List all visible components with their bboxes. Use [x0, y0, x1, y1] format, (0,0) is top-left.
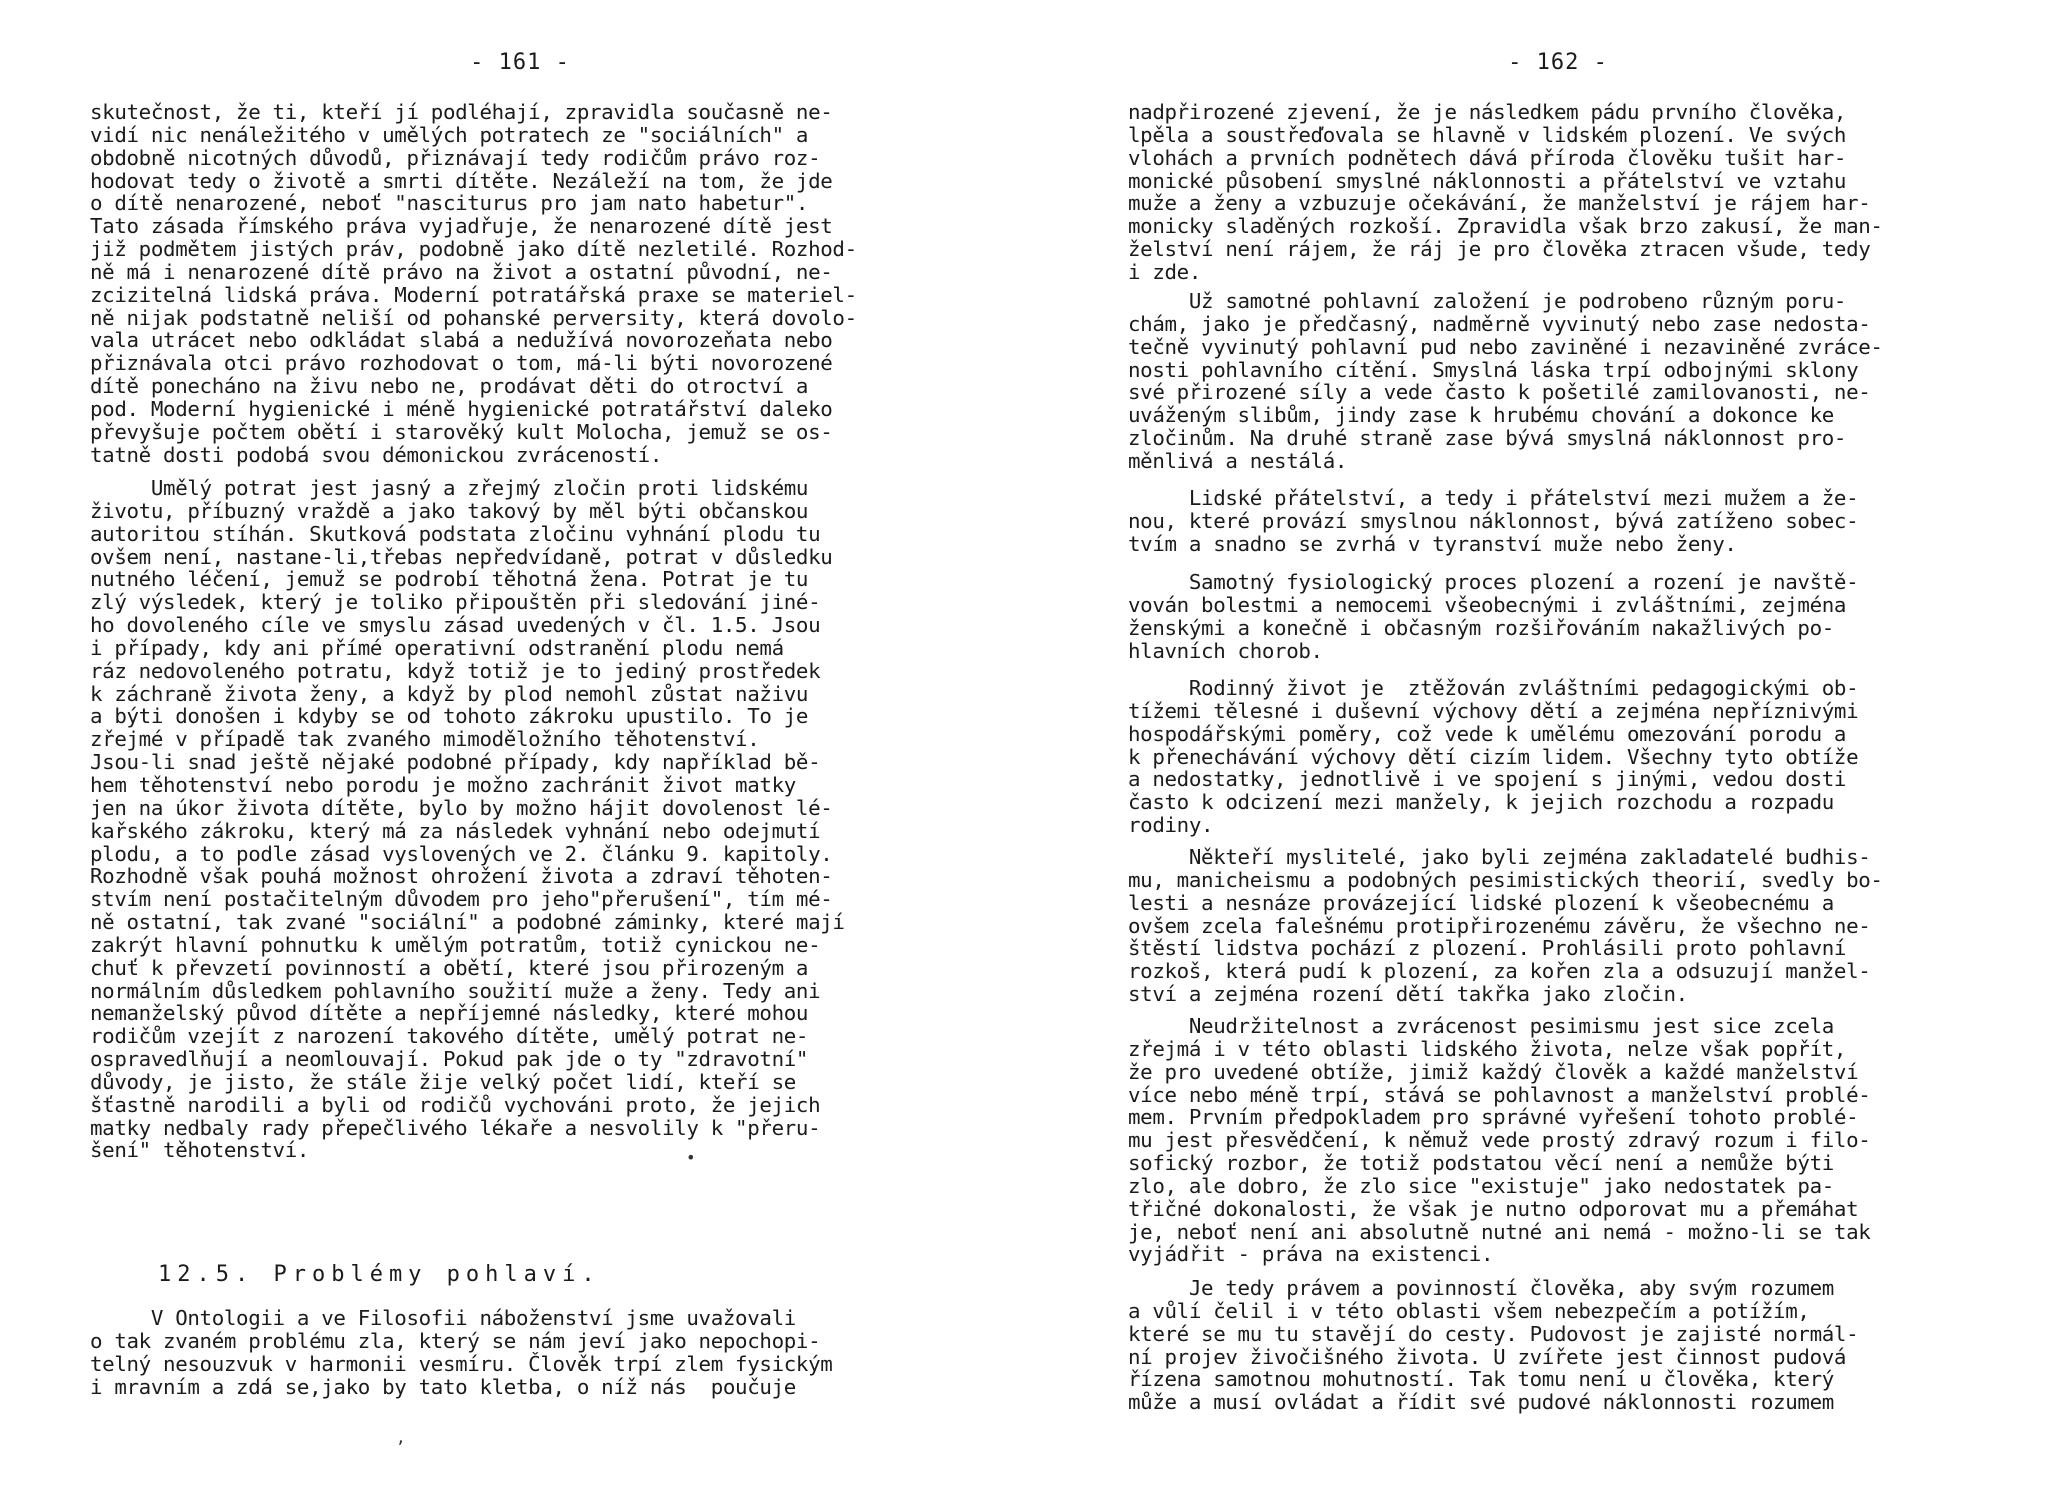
text-line: skutečnost, že ti, kteří jí podléhají, zpravidla současně ne- — [90, 100, 833, 124]
text-line: které se mu tu stavějí do cesty. Pudovost je zajisté normál- — [1128, 1321, 1859, 1346]
page-number-left: - 161 - — [470, 50, 570, 75]
text-line: může a musí ovládat a řídit své pudové náklonnosti rozumem — [1128, 1390, 1834, 1415]
text-line: přiznávala otci právo rozhodovat o tom, má-li býti novorozené — [90, 351, 833, 376]
text-line: Rodinný život je ztěžován zvláštními pedagogickými ob- — [1128, 676, 1859, 700]
text-line: životu, příbuzný vraždě a jako takový by měl býti občanskou — [90, 498, 809, 523]
text-line: ství a zejména rození dětí takřka jako zločin. — [1128, 982, 1688, 1007]
right-paragraph-8 — [1128, 1277, 1988, 1414]
text-line: mu jest přesvědčení, k němuž vede prostý zdravý rozum i filo- — [1128, 1128, 1871, 1153]
right-paragraph-7 — [1128, 1015, 1988, 1266]
text-line: tečně vyvinutý pohlavní pud nebo zaviněné i nezaviněné zvráce- — [1128, 334, 1883, 359]
text-line: zřejmá i v této oblasti lidského života, nelze však popřít, — [1128, 1036, 1847, 1061]
text-line: nadpřirozené zjevení, že je následkem pádu prvního člověka, — [1128, 100, 1847, 124]
text-line: vyjádřit - práva na existenci. — [1128, 1242, 1494, 1267]
text-line: k záchraně života ženy, a když by plod nemohl zůstat naživu — [90, 681, 809, 706]
right-paragraph-3 — [1128, 487, 1988, 556]
text-line: ně nijak podstatně neliší od pohanské perversity, která dovolo- — [90, 305, 857, 330]
text-line: Lidské přátelství, a tedy i přátelství mezi mužem a že- — [1128, 486, 1859, 510]
text-line: ospravedlňují a neomlouvají. Pokud pak jde o ty "zdravotní" — [90, 1047, 809, 1072]
text-line: štěstí lidstva pochází z plození. Prohlásili proto pohlavní — [1128, 936, 1847, 961]
text-line: Rozhodně však pouhá možnost ohrožení života a zdraví těhoten- — [90, 864, 833, 889]
text-line: hodovat tedy o životě a smrti dítěte. Nezáleží na tom, že jde — [90, 168, 833, 193]
text-line: i mravním a zdá se,jako by tato kletba, o níž nás poučuje — [90, 1374, 796, 1399]
text-line: šení" těhotenství. — [90, 1138, 310, 1163]
text-line: o tak zvaném problému zla, který se nám jeví jako nepochopi- — [90, 1328, 821, 1353]
text-line: zločinům. Na druhé straně zase bývá smyslná náklonnost pro- — [1128, 426, 1847, 451]
text-line: V Ontologii a ve Filosofii náboženství jsme uvažovali — [90, 1306, 796, 1330]
text-line: chuť k převzetí povinností a obětí, které jsou přirozeným a — [90, 955, 809, 980]
text-line: je, neboť není ani absolutně nutné ani nemá - možno-li se tak — [1128, 1219, 1871, 1244]
text-line: důvody, je jisto, že stále žije velký počet lidí, kteří se — [90, 1069, 796, 1094]
page-number-right: - 162 - — [1508, 50, 1608, 75]
text-line: rodičům vzejít z narození takového dítěte, umělý potrat ne- — [90, 1024, 809, 1049]
text-line: vidí nic nenáležitého v umělých potratech ze "sociálních" a — [90, 122, 809, 147]
text-line: želství není rájem, že ráj je pro člověka ztracen všude, tedy — [1128, 237, 1871, 262]
text-line: šťastně narodili a byli od rodičů vychováni proto, že jejich — [90, 1092, 821, 1117]
text-line: zakrýt hlavní pohnutku k umělým potratům, totiž cynickou ne- — [90, 932, 821, 957]
left-page — [90, 0, 950, 1500]
text-line: měnlivá a nestálá. — [1128, 448, 1348, 473]
text-line: zlý výsledek, který je toliko připouštěn při sledování jiné- — [90, 590, 821, 615]
text-line: a býti donošen i kdyby se od tohoto zákroku upustilo. To je — [90, 704, 809, 729]
text-line: Je tedy právem a povinností člověka, aby svým rozumem — [1128, 1276, 1834, 1300]
text-line: nutného léčení, jemuž se podrobí těhotná žena. Potrat je tu — [90, 567, 809, 592]
text-line: o dítě nenarozené, neboť "nasciturus pro jam nato habetur". — [90, 191, 809, 216]
text-line: rozkoš, která pudí k plození, za kořen zla a odsuzují manžel- — [1128, 959, 1871, 984]
text-line: i zde. — [1128, 259, 1202, 284]
text-line: hem těhotenství nebo porodu je možno zachránit život matky — [90, 772, 796, 797]
text-line: Samotný fysiologický proces plození a rození je navště- — [1128, 570, 1859, 594]
text-line: telný nesouzvuk v harmonii vesmíru. Člověk trpí zlem fysickým — [90, 1351, 833, 1376]
text-line: uváženým slibům, jindy zase k hrubému chování a dokonce ke — [1128, 403, 1834, 428]
text-line: i případy, kdy ani přímé operativní odstranění plodu nemá — [90, 635, 784, 660]
text-line: ráz nedovoleného potratu, když totiž je to jediný prostředek — [90, 658, 821, 683]
text-line: mem. Prvním předpokladem pro správné vyřešení tohoto problé- — [1128, 1105, 1859, 1130]
text-line: řízena samotnou mohutností. Tak tomu není u člověka, který — [1128, 1367, 1834, 1392]
right-paragraph-2 — [1128, 290, 1988, 473]
text-line: tvím a snadno se zvrhá v tyranství muže nebo ženy. — [1128, 531, 1737, 556]
text-line: sofický rozbor, že totiž podstatou věcí není a nemůže býti — [1128, 1151, 1834, 1176]
right-paragraph-4 — [1128, 571, 1988, 662]
right-page — [1128, 0, 1988, 1500]
left-paragraph-2 — [90, 477, 950, 1162]
text-line: normálním důsledkem pohlavního soužití muže a ženy. Tedy ani — [90, 978, 821, 1003]
text-line: ně ostatní, tak zvané "sociální" a podobné záminky, které mají — [90, 910, 845, 935]
text-line: vala utrácet nebo odkládat slabá a nedužívá novorozeňata nebo — [90, 328, 833, 353]
text-line: hospodářskými poměry, což vede k umělému omezování porodu a — [1128, 721, 1847, 746]
text-line: muže a ženy a vzbuzuje očekávání, že manželství je rájem har- — [1128, 191, 1871, 216]
text-line: často k odcizení mezi manžely, k jejich rozchodu a rozpadu — [1128, 790, 1834, 815]
text-line: lpěla a soustřeďovala se hlavně v lidském plození. Ve svých — [1128, 122, 1847, 147]
text-line: své přirozené síly a vede často k pošetilé zamilovanosti, ne- — [1128, 380, 1871, 405]
text-line: vlohách a prvních podnětech dává příroda člověku tušit har- — [1128, 145, 1847, 170]
text-line: monicky sladěných rozkoší. Zpravidla však brzo zakusí, že man- — [1128, 214, 1883, 239]
text-line: zcizitelná lidská práva. Moderní potratářská praxe se materiel- — [90, 282, 857, 307]
text-line: obdobně nicotných důvodů, přiznávají tedy rodičům právo roz- — [90, 145, 821, 170]
right-paragraph-5 — [1128, 677, 1988, 837]
text-line: Umělý potrat jest jasný a zřejmý zločin proti lidskému — [90, 476, 809, 500]
text-line: Tato zásada římského práva vyjadřuje, že nenarozené dítě jest — [90, 214, 833, 239]
text-line: nosti pohlavního cítění. Smyslná láska trpí odbojnými sklony — [1128, 357, 1859, 382]
text-line: že pro uvedené obtíže, jimiž každý člověk a každé manželství — [1128, 1059, 1859, 1084]
text-line: mu, manicheismu a podobných pesimistických theorií, svedly bo- — [1128, 867, 1883, 892]
text-line: ně má i nenarozené dítě právo na život a ostatní původní, ne- — [90, 259, 833, 284]
text-line: chám, jako je předčasný, nadměrně vyvinutý nebo zase nedosta- — [1128, 311, 1871, 336]
text-line: monické působení smyslné náklonnosti a přátelství ve vztahu — [1128, 168, 1847, 193]
text-line: více nebo méně trpí, stává se pohlavnost a manželství problé- — [1128, 1082, 1871, 1107]
text-line: ženskými a konečně i občasným rozšiřováním nakažlivých po- — [1128, 615, 1834, 640]
right-paragraph-6 — [1128, 846, 1988, 1006]
text-line: hlavních chorob. — [1128, 638, 1323, 663]
text-line: dítě ponecháno na živu nebo ne, prodávat děti do otroctví a — [90, 374, 809, 399]
text-line: kařského zákroku, který má za následek vyhnání nebo odejmutí — [90, 818, 821, 843]
text-line: a vůlí čelil i v této oblasti všem nebezpečím a potížím, — [1128, 1298, 1810, 1323]
text-line: převyšuje počtem obětí i starověký kult Molocha, jemuž se os- — [90, 419, 833, 444]
stray-mark: ‚ — [396, 1428, 406, 1447]
text-line: a nedostatky, jednotlivě i ve spojení s jinými, vedou dosti — [1128, 767, 1847, 792]
text-line: jen na úkor života dítěte, bylo by možno hájit dovolenost lé- — [90, 795, 833, 820]
text-line: ovšem zcela falešnému protipřirozenému závěru, že všechno ne- — [1128, 913, 1871, 938]
text-line: stvím není postačitelným důvodem pro jeho"přerušení", tím mé- — [90, 887, 833, 912]
text-line: tatně dosti podobá svou démonickou zvráceností. — [90, 442, 663, 467]
text-line: tížemi tělesné i duševní výchovy dětí a zejména nepříznivými — [1128, 698, 1859, 723]
text-line: zlo, ale dobro, že zlo sice "existuje" jako nedostatek pa- — [1128, 1173, 1834, 1198]
text-line: vován bolestmi a nemocemi všeobecnými i zvláštními, zejména — [1128, 592, 1847, 617]
left-paragraph-3 — [90, 1307, 950, 1398]
section-heading: 12.5. Problémy pohlaví. — [158, 1262, 601, 1287]
text-line: rodiny. — [1128, 813, 1214, 838]
text-line: lesti a nesnáze provázející lidské plození k všeobecnému a — [1128, 890, 1834, 915]
text-line: Jsou-li snad ještě nějaké podobné případy, kdy například bě- — [90, 750, 821, 775]
text-line: již podmětem jistých práv, podobně jako dítě nezletilé. Rozhod- — [90, 237, 857, 262]
right-paragraph-1 — [1128, 101, 1988, 284]
text-line: plodu, a to podle zásad vyslovených ve 2. článku 9. kapitoly. — [90, 841, 833, 866]
text-line: nemanželský původ dítěte a nepříjemné následky, které mohou — [90, 1001, 809, 1026]
text-line: k přenechávání výchovy dětí cizím lidem. Všechny tyto obtíže — [1128, 744, 1859, 769]
text-line: zřejmé v případě tak zvaného mimoděložního těhotenství. — [90, 727, 760, 752]
text-line: Neudržitelnost a zvrácenost pesimismu jest sice zcela — [1128, 1014, 1834, 1038]
text-line: autoritou stíhán. Skutková podstata zločinu vyhnání plodu tu — [90, 521, 821, 546]
left-paragraph-1 — [90, 101, 950, 467]
text-line: matky nedbaly rady přepečlivého lékaře a nesvolily k "přeru- — [90, 1115, 821, 1140]
text-line: ovšem není, nastane-li,třebas nepředvídaně, potrat v důsledku — [90, 544, 833, 569]
text-line: ho dovoleného cíle ve smyslu zásad uvedených v čl. 1.5. Jsou — [90, 613, 821, 638]
text-line: ní projev živočišného života. U zvířete jest činnost pudová — [1128, 1344, 1847, 1369]
text-line: pod. Moderní hygienické i méně hygienické potratářství daleko — [90, 396, 833, 421]
text-line: Někteří myslitelé, jako byli zejména zakladatelé budhis- — [1128, 845, 1871, 869]
bullet-mark: • — [686, 1148, 696, 1167]
text-line: Už samotné pohlavní založení je podrobeno různým poru- — [1128, 289, 1847, 313]
text-line: nou, které provází smyslnou náklonnost, bývá zatíženo sobec- — [1128, 508, 1859, 533]
text-line: třičné dokonalosti, že však je nutno odporovat mu a přemáhat — [1128, 1196, 1859, 1221]
